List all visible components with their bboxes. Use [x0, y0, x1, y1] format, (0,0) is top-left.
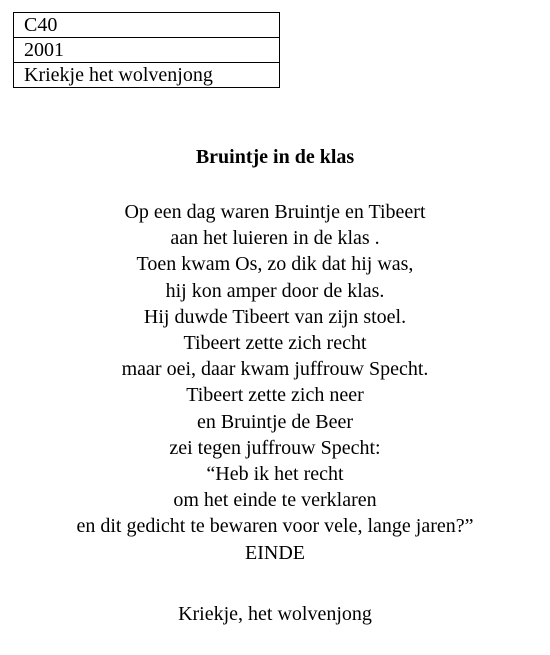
poem-title: Bruintje in de klas — [195, 146, 355, 168]
author-cell: Kriekje het wolvenjong — [14, 63, 280, 88]
poem-line: en Bruintje de Beer — [196, 410, 354, 433]
poem-line: Toen kwam Os, zo dik dat hij was, — [136, 253, 414, 276]
table-row — [14, 63, 280, 88]
poem-line: en dit gedicht te bewaren voor vele, lange jaren?” — [76, 515, 474, 538]
poem-body — [0, 199, 550, 566]
poem-line: Op een dag waren Bruintje en Tibeert — [124, 201, 426, 223]
year-cell: 2001 — [14, 38, 280, 63]
table-row — [14, 13, 280, 38]
poem-signature: Kriekje, het wolvenjong — [178, 603, 372, 625]
poem-line: om het einde te verklaren — [173, 489, 377, 512]
poem-line: Tibeert zette zich recht — [183, 332, 367, 355]
poem-line: Hij duwde Tibeert van zijn stoel. — [143, 305, 407, 328]
poem-line: maar oei, daar kwam juffrouw Specht. — [121, 358, 429, 381]
poem-end: EINDE — [245, 541, 305, 564]
code-cell: C40 — [14, 13, 280, 38]
poem-line: “Heb ik het recht — [206, 463, 344, 486]
poem-line: aan het luieren in de klas . — [170, 227, 380, 250]
table-row — [14, 38, 280, 63]
poem-line: zei tegen juffrouw Specht: — [169, 436, 381, 459]
poem-line: Tibeert zette zich neer — [186, 384, 364, 407]
header-table — [13, 12, 280, 88]
poem-line: hij kon amper door de klas. — [165, 279, 385, 302]
